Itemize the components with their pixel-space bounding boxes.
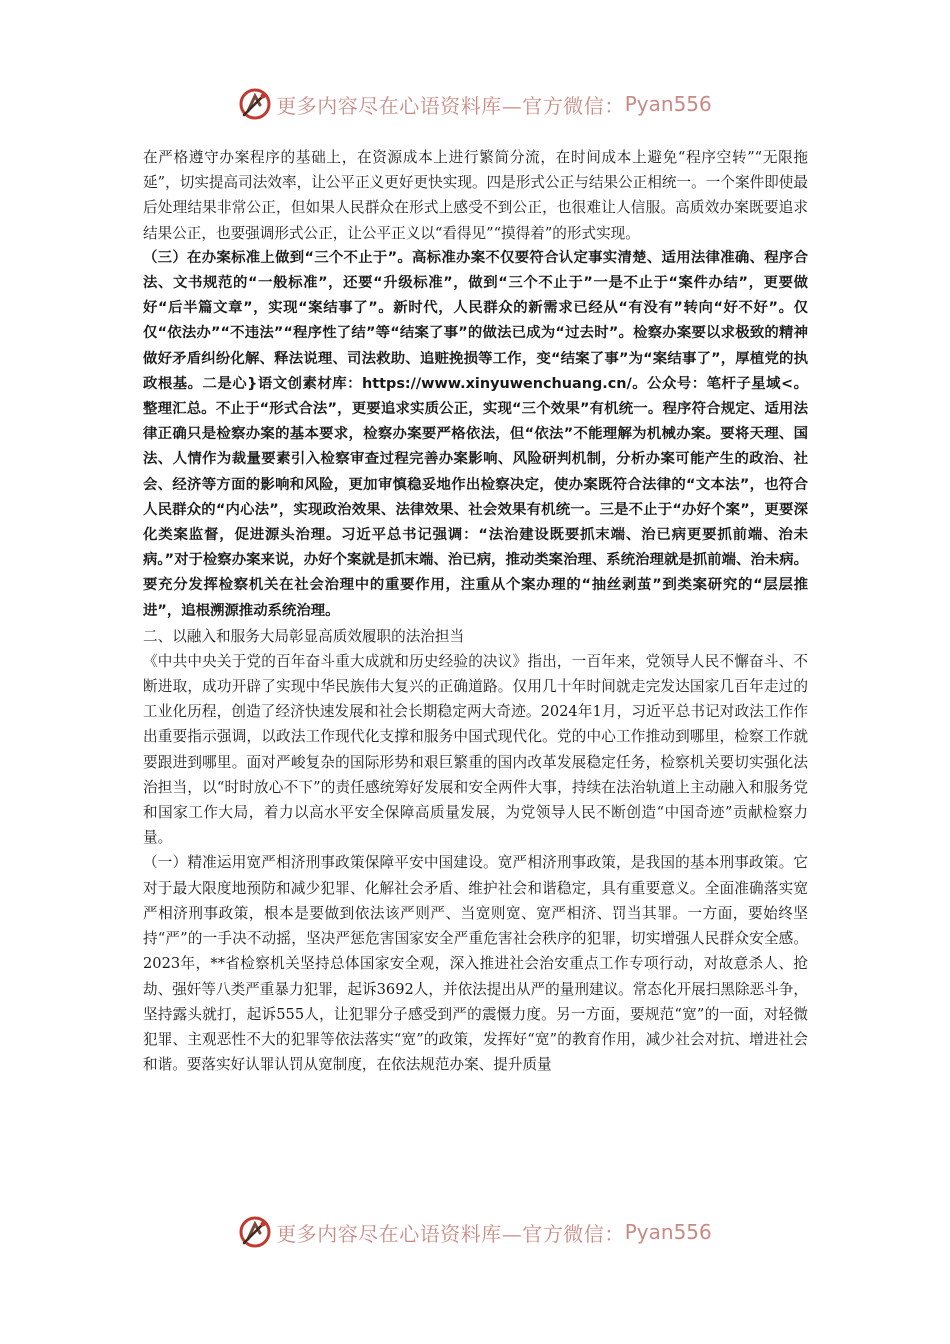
document-body	[143, 145, 808, 1077]
footer-watermark-banner	[0, 1212, 950, 1252]
paragraph-form-justice: 在严格遵守办案程序的基础上，在资源成本上进行繁简分流，在时间成本上避免“程序空转”“无限拖延”，切实提高司法效率，让公平正义更好更快实现。四是形式公正与结果公正相统一。一个案件即使最后处理结果非常公正，但如果人民群众在形式上感受不到公正，也很难让人信服。高质效办案既要追求结果公正，也要强调形式公正，让公平正义以“看得见”“摸得着”的形式实现。	[143, 149, 808, 242]
banner-wechat-handle: Pyan556	[624, 92, 712, 116]
banner-text: 更多内容尽在心语资料库—官方微信：	[276, 1221, 625, 1246]
section-heading-2: 二、以融入和服务大局彰显高质效履职的法治担当	[143, 627, 465, 645]
logo-icon	[238, 87, 272, 121]
paragraph-criminal-policy: （一）精准运用宽严相济刑事政策保障平安中国建设。宽严相济刑事政策，是我国的基本刑事政策。它对于最大限度地预防和减少犯罪、化解社会矛盾、维护社会和谐稳定，具有重要意义。全面准确落实宽严相济刑事政策，根本是要做到依法该严则严、当宽则宽、宽严相济、罚当其罪。一方面，要始终坚持“严”的一手决不动摇，坚决严惩危害国家安全严重危害社会秩序的犯罪，切实增强人民群众安全感。2023年，**省检察机关坚持总体国家安全观，深入推进社会治安重点工作专项行动，对故意杀人、抢劫、强奸等八类严重暴力犯罪，起诉3692人，并依法提出从严的量刑建议。常态化开展扫黑除恶斗争，坚持露头就打，起诉555人，让犯罪分子感受到严的震慑力度。另一方面，要规范“宽”的一面，对轻微犯罪、主观恶性不大的犯罪等依法落实“宽”的政策，发挥好“宽”的教育作用，减少社会对抗、增进社会和谐。要落实好认罪认罚从宽制度，在依法规范办案、提升质量	[143, 854, 808, 1074]
header-watermark-banner	[0, 84, 950, 124]
logo-icon	[238, 1215, 272, 1249]
banner-text: 更多内容尽在心语资料库—官方微信：	[276, 93, 625, 118]
banner-wechat-handle: Pyan556	[624, 1220, 712, 1244]
paragraph-three-not-only: （三）在办案标准上做到“三个不止于”。高标准办案不仅要符合认定事实清楚、适用法律准确、程序合法、文书规范的“一般标准”，还要“升级标准”，做到“三个不止于”一是不止于“案件办结”，更要做好“后半篇文章”，实现“案结事了”。新时代，人民群众的新需求已经从“有没有”转向“好不好”。仅仅“依法办”“不违法”“程序性了结”等“结案了事”的做法已成为“过去时”。检察办案要以求极致的精神做好矛盾纠纷化解、释法说理、司法救助、追赃挽损等工作，变“结案了事”为“案结事了”，厚植党的执政根基。二是心}语文创素材库：https://www.xinyuwenchuang.cn/。公众号：笔杆子星域<。整理汇总。不止于“形式合法”，更要追求实质公正，实现“三个效果”有机统一。程序符合规定、适用法律正确只是检察办案的基本要求，检察办案要严格依法，但“依法”不能理解为机械办案。要将天理、国法、人情作为裁量要素引入检察审查过程完善办案影响、风险研判机制，分析办案可能产生的政治、社会、经济等方面的影响和风险，更加审慎稳妥地作出检察决定，使办案既符合法律的“文本法”，也符合人民群众的“内心法”，实现政治效果、法律效果、社会效果有机统一。三是不止于“办好个案”，更要深化类案监督，促进源头治理。习近平总书记强调：“法治建设既要抓末端、治已病更要抓前端、治未病。”对于检察办案来说，办好个案就是抓末端、治已病，推动类案治理、系统治理就是抓前端、治未病。要充分发挥检察机关在社会治理中的重要作用，注重从个案办理的“抽丝剥茧”到类案研究的“层层推进”，追根溯源推动系统治理。	[143, 249, 808, 619]
paragraph-resolution: 《中共中央关于党的百年奋斗重大成就和历史经验的决议》指出，一百年来，党领导人民不懈奋斗、不断进取，成功开辟了实现中华民族伟大复兴的正确道路。仅用几十年时间就走完发达国家几百年走过的工业化历程，创造了经济快速发展和社会长期稳定两大奇迹。2024年1月，习近平总书记对政法工作作出重要指示强调，以政法工作现代化支撑和服务中国式现代化。党的中心工作推动到哪里，检察工作就要跟进到哪里。面对严峻复杂的国际形势和艰巨繁重的国内改革发展稳定任务，检察机关要切实强化法治担当，以“时时放心不下”的责任感统筹好发展和安全两件大事，持续在法治轨道上主动融入和服务党和国家工作大局，着力以高水平安全保障高质量发展，为党领导人民不断创造“中国奇迹”贡献检察力量。	[143, 652, 808, 847]
